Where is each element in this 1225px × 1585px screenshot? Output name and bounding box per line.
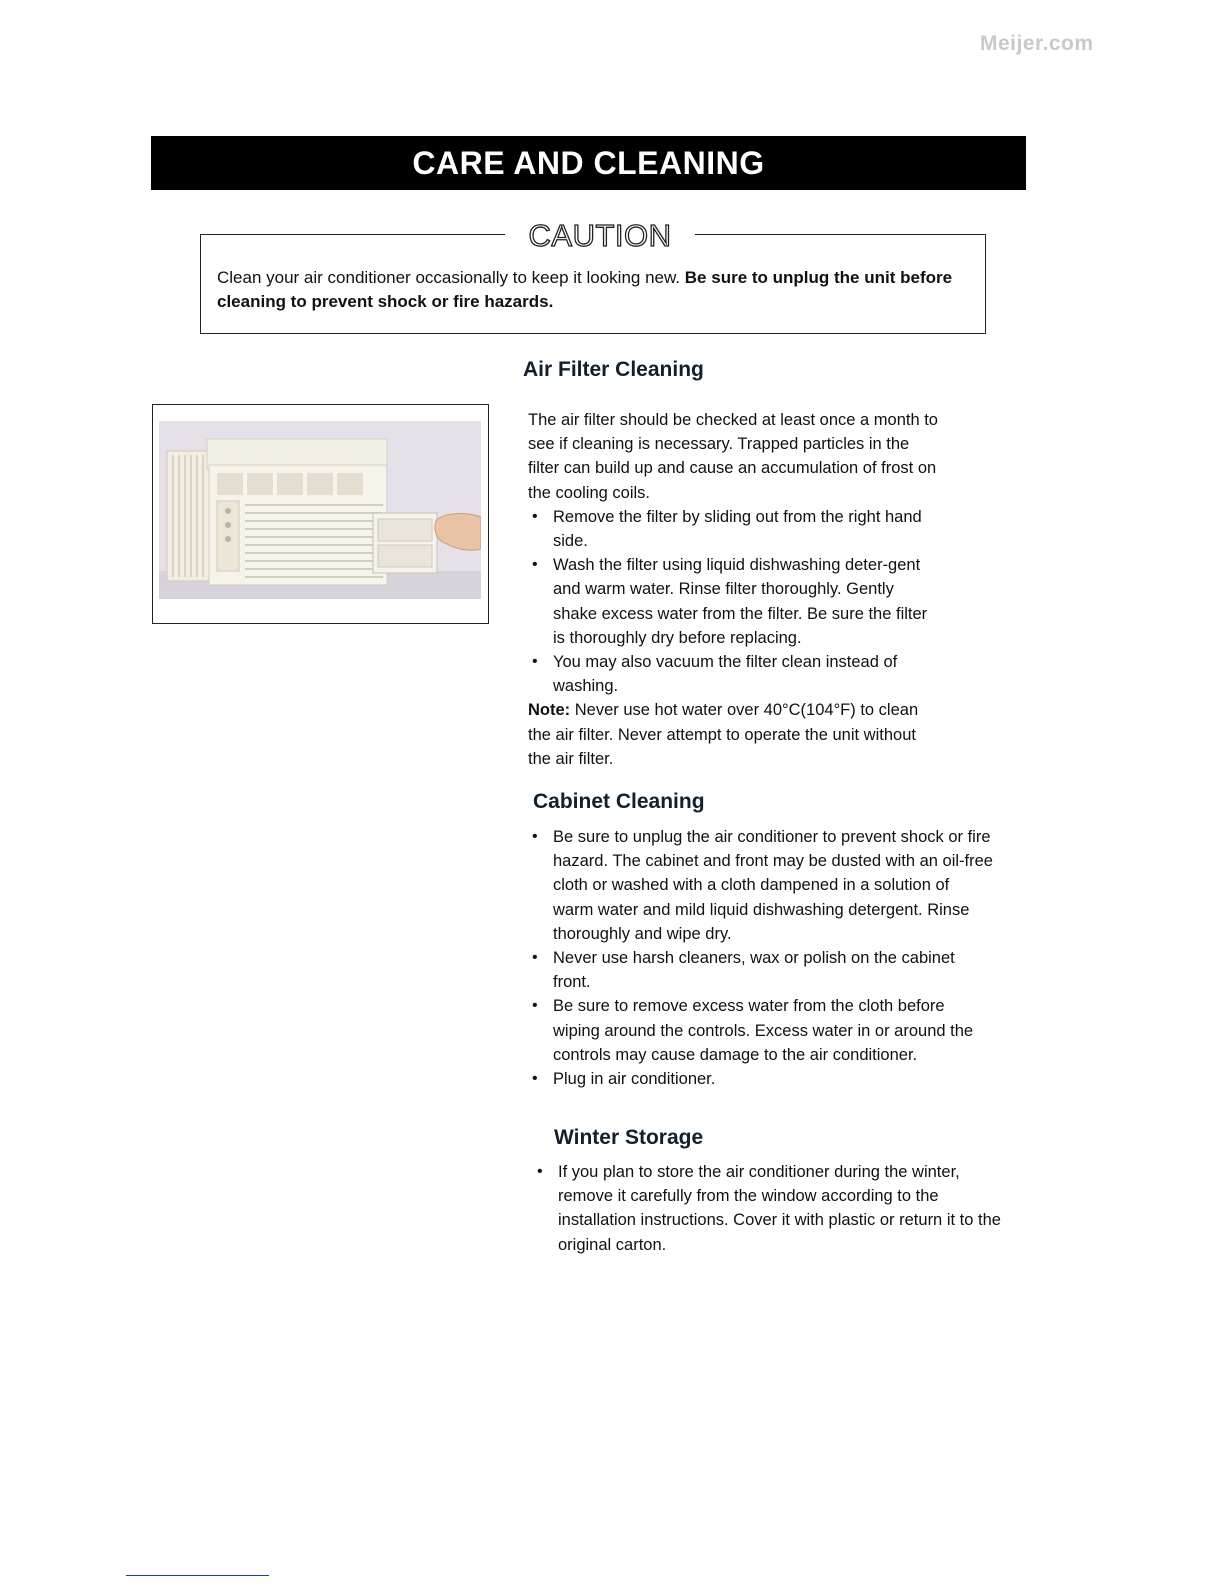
winter-bullets bbox=[533, 1160, 1005, 1257]
air-filter-intro: The air filter should be checked at least once a month to see if cleaning is necessary. Trapped particles in the filter can build up and cause an accumulation of frost on the cooling coils. bbox=[528, 411, 938, 502]
air-conditioner-photo bbox=[159, 421, 481, 599]
watermark: Meijer.com bbox=[980, 32, 1094, 55]
cabinet-section bbox=[528, 825, 993, 1091]
note-text: Never use hot water over 40°C(104°F) to clean the air filter. Never attempt to operate the unit without the air filter. bbox=[528, 701, 919, 768]
footer-underline bbox=[126, 1575, 269, 1576]
caution-text-plain: Clean your air conditioner occasionally to keep it looking new. bbox=[217, 268, 681, 287]
cabinet-bullets bbox=[528, 825, 993, 1091]
winter-section bbox=[533, 1160, 1005, 1257]
list-item: • Remove the filter by sliding out from the right hand side. bbox=[528, 505, 940, 553]
list-item: • Be sure to remove excess water from the cloth before wiping around the controls. Excess water in or around the controls may cause damage to the air conditioner. bbox=[528, 994, 993, 1067]
caution-label bbox=[505, 216, 695, 256]
list-item: • Plug in air conditioner. bbox=[528, 1067, 993, 1091]
page-title: CARE AND CLEANING bbox=[412, 144, 765, 181]
list-item: • Never use harsh cleaners, wax or polish on the cabinet front. bbox=[528, 946, 993, 994]
filter-photo-frame bbox=[152, 404, 489, 624]
title-banner bbox=[151, 136, 1026, 190]
air-filter-note bbox=[528, 698, 940, 771]
air-filter-bullets bbox=[528, 505, 940, 699]
cabinet-heading: Cabinet Cleaning bbox=[533, 790, 705, 813]
caution-text bbox=[217, 266, 977, 314]
air-filter-heading: Air Filter Cleaning bbox=[523, 358, 704, 381]
air-filter-section bbox=[528, 408, 940, 771]
list-item: • You may also vacuum the filter clean instead of washing. bbox=[528, 650, 940, 698]
caution-heading: CAUTION bbox=[528, 218, 672, 253]
list-item: • Wash the filter using liquid dishwashing deter-gent and warm water. Rinse filter thoroughly. Gently shake excess water from the filter. Be sure the filter is thoroughly dry before replacing. bbox=[528, 553, 940, 650]
note-label: Note: bbox=[528, 701, 571, 720]
winter-heading: Winter Storage bbox=[554, 1126, 704, 1149]
caution-text-bold: Be sure to unplug the unit before cleaning to prevent shock or fire hazards. bbox=[217, 268, 953, 311]
list-item: • If you plan to store the air conditioner during the winter, remove it carefully from the window according to the installation instructions. Cover it with plastic or return it to the original carton. bbox=[533, 1160, 1005, 1257]
list-item: • Be sure to unplug the air conditioner to prevent shock or fire hazard. The cabinet and front may be dusted with an oil-free cloth or washed with a cloth dampened in a solution of warm water and mild liquid dishwashing detergent. Rinse thoroughly and wipe dry. bbox=[528, 825, 993, 946]
